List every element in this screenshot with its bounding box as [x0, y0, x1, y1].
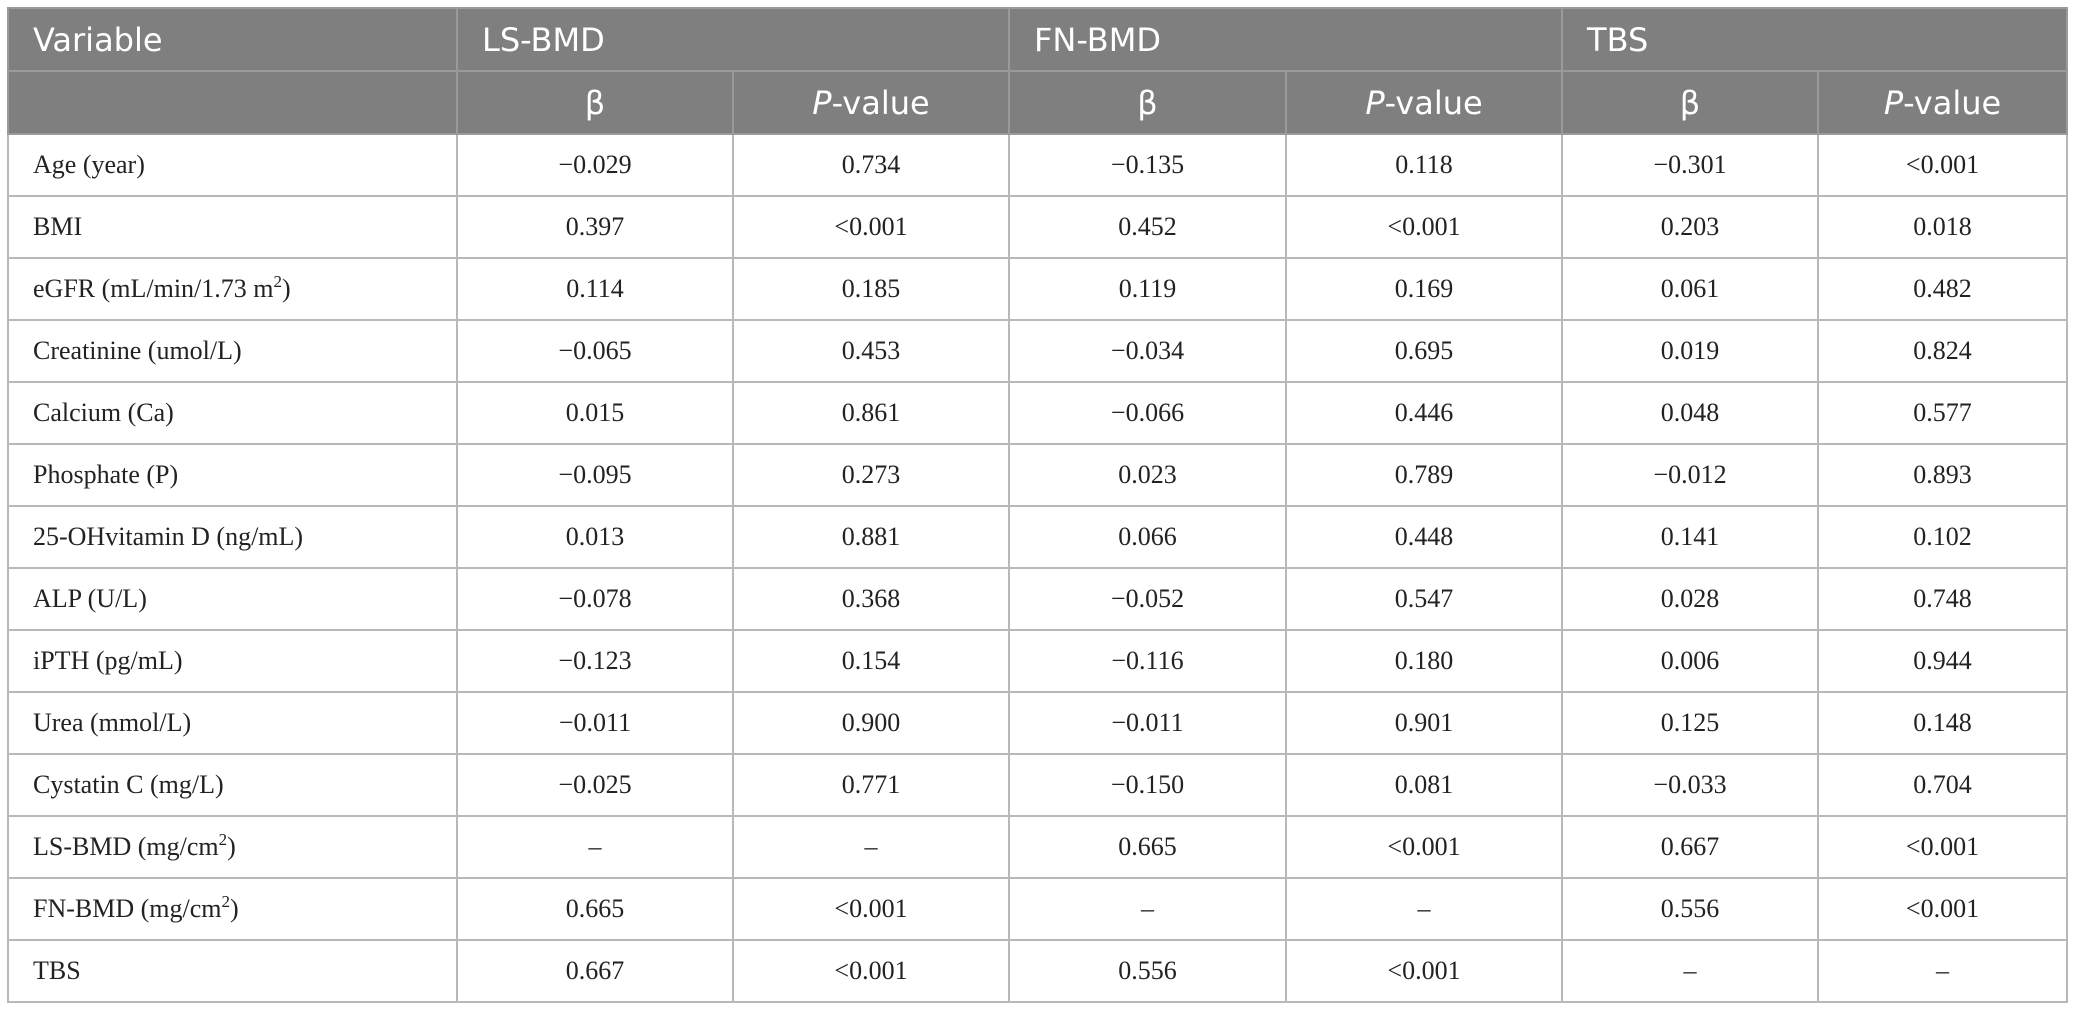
- tbs-p-cell: <0.001: [1818, 816, 2067, 878]
- table-row: [8, 506, 2067, 568]
- tbs-beta-cell: 0.006: [1562, 630, 1818, 692]
- header-p-italic: P: [1365, 83, 1385, 122]
- variable-cell: [8, 630, 457, 692]
- ls-bmd-p-cell: <0.001: [733, 878, 1009, 940]
- fn-bmd-beta-cell: −0.116: [1009, 630, 1286, 692]
- variable-label-tail: ): [282, 274, 291, 303]
- fn-bmd-beta-cell: 0.556: [1009, 940, 1286, 1002]
- fn-bmd-p-cell: 0.169: [1286, 258, 1562, 320]
- variable-cell: [8, 320, 457, 382]
- tbs-p-cell: 0.748: [1818, 568, 2067, 630]
- fn-bmd-p-cell: 0.901: [1286, 692, 1562, 754]
- fn-bmd-beta-cell: 0.452: [1009, 196, 1286, 258]
- fn-bmd-p-cell: 0.789: [1286, 444, 1562, 506]
- header-p-rest: -value: [1384, 83, 1483, 122]
- table-row: [8, 444, 2067, 506]
- ls-bmd-beta-cell: 0.013: [457, 506, 733, 568]
- tbs-beta-cell: 0.203: [1562, 196, 1818, 258]
- fn-bmd-p-cell: <0.001: [1286, 940, 1562, 1002]
- tbs-beta-cell: 0.125: [1562, 692, 1818, 754]
- ls-bmd-p-cell: 0.771: [733, 754, 1009, 816]
- ls-bmd-p-cell: 0.861: [733, 382, 1009, 444]
- tbs-p-cell: 0.482: [1818, 258, 2067, 320]
- variable-cell: [8, 382, 457, 444]
- correlation-table: [7, 7, 2068, 1003]
- variable-label: Calcium (Ca): [33, 398, 174, 427]
- fn-bmd-p-cell: 0.081: [1286, 754, 1562, 816]
- ls-bmd-p-cell: 0.154: [733, 630, 1009, 692]
- fn-bmd-beta-cell: −0.052: [1009, 568, 1286, 630]
- variable-label: Phosphate (P): [33, 460, 179, 489]
- table-row: [8, 320, 2067, 382]
- header-p-italic: P: [1883, 83, 1904, 122]
- table-row: [8, 382, 2067, 444]
- variable-label: 25-OHvitamin D (ng/mL): [33, 522, 304, 551]
- ls-bmd-p-cell: <0.001: [733, 940, 1009, 1002]
- fn-bmd-p-cell: 0.448: [1286, 506, 1562, 568]
- variable-label-tail: ): [227, 832, 236, 861]
- variable-label: Urea (mmol/L): [33, 708, 192, 737]
- fn-bmd-beta-cell: −0.034: [1009, 320, 1286, 382]
- variable-label: Age (year): [33, 150, 145, 179]
- table-row: [8, 568, 2067, 630]
- ls-bmd-beta-cell: 0.397: [457, 196, 733, 258]
- table-row: [8, 754, 2067, 816]
- ls-bmd-beta-cell: −0.065: [457, 320, 733, 382]
- variable-label: Creatinine (umol/L): [33, 336, 242, 365]
- ls-bmd-beta-cell: 0.667: [457, 940, 733, 1002]
- tbs-beta-cell: 0.019: [1562, 320, 1818, 382]
- header-row-subcolumns: [8, 71, 2067, 134]
- tbs-p-cell: 0.824: [1818, 320, 2067, 382]
- tbs-beta-cell: 0.061: [1562, 258, 1818, 320]
- fn-bmd-p-cell: 0.446: [1286, 382, 1562, 444]
- header-group-ls-bmd: LS-BMD: [457, 8, 1009, 71]
- fn-bmd-beta-cell: 0.023: [1009, 444, 1286, 506]
- fn-bmd-p-cell: 0.547: [1286, 568, 1562, 630]
- tbs-beta-cell: −0.012: [1562, 444, 1818, 506]
- variable-superscript: 2: [273, 272, 282, 291]
- ls-bmd-beta-cell: 0.665: [457, 878, 733, 940]
- fn-bmd-p-cell: <0.001: [1286, 816, 1562, 878]
- tbs-p-cell: 0.704: [1818, 754, 2067, 816]
- table-row: [8, 196, 2067, 258]
- ls-bmd-beta-cell: −0.025: [457, 754, 733, 816]
- tbs-beta-cell: 0.556: [1562, 878, 1818, 940]
- ls-bmd-beta-cell: −0.078: [457, 568, 733, 630]
- variable-label: FN-BMD (mg/cm: [33, 894, 222, 923]
- tbs-p-cell: <0.001: [1818, 134, 2067, 196]
- tbs-beta-cell: 0.141: [1562, 506, 1818, 568]
- ls-bmd-p-cell: 0.368: [733, 568, 1009, 630]
- variable-label: Cystatin C (mg/L): [33, 770, 224, 799]
- variable-cell: [8, 258, 457, 320]
- table-row: [8, 630, 2067, 692]
- ls-bmd-p-cell: 0.900: [733, 692, 1009, 754]
- table-row: [8, 816, 2067, 878]
- table-row: [8, 258, 2067, 320]
- header-beta: β: [1009, 71, 1286, 134]
- tbs-p-cell: 0.148: [1818, 692, 2067, 754]
- tbs-beta-cell: −0.301: [1562, 134, 1818, 196]
- fn-bmd-p-cell: –: [1286, 878, 1562, 940]
- ls-bmd-beta-cell: 0.114: [457, 258, 733, 320]
- variable-superscript: 2: [218, 830, 228, 849]
- ls-bmd-p-cell: –: [733, 816, 1009, 878]
- header-p-rest: -value: [831, 83, 930, 122]
- header-row-groups: [8, 8, 2067, 71]
- header-variable: Variable: [8, 8, 457, 71]
- ls-bmd-beta-cell: 0.015: [457, 382, 733, 444]
- fn-bmd-p-cell: 0.695: [1286, 320, 1562, 382]
- header-p-rest: -value: [1903, 83, 2002, 122]
- tbs-p-cell: –: [1818, 940, 2067, 1002]
- ls-bmd-p-cell: 0.273: [733, 444, 1009, 506]
- variable-label: LS-BMD (mg/cm: [33, 832, 219, 861]
- header-p-value: [1818, 71, 2067, 134]
- tbs-beta-cell: 0.028: [1562, 568, 1818, 630]
- ls-bmd-beta-cell: −0.123: [457, 630, 733, 692]
- ls-bmd-beta-cell: −0.095: [457, 444, 733, 506]
- ls-bmd-p-cell: <0.001: [733, 196, 1009, 258]
- tbs-beta-cell: 0.048: [1562, 382, 1818, 444]
- fn-bmd-beta-cell: 0.665: [1009, 816, 1286, 878]
- fn-bmd-beta-cell: −0.150: [1009, 754, 1286, 816]
- ls-bmd-p-cell: 0.881: [733, 506, 1009, 568]
- table-row: [8, 940, 2067, 1002]
- fn-bmd-p-cell: 0.118: [1286, 134, 1562, 196]
- variable-cell: [8, 444, 457, 506]
- header-group-fn-bmd: FN-BMD: [1009, 8, 1562, 71]
- ls-bmd-beta-cell: −0.011: [457, 692, 733, 754]
- ls-bmd-beta-cell: –: [457, 816, 733, 878]
- header-p-italic: P: [812, 83, 832, 122]
- fn-bmd-p-cell: <0.001: [1286, 196, 1562, 258]
- tbs-beta-cell: –: [1562, 940, 1818, 1002]
- fn-bmd-beta-cell: −0.135: [1009, 134, 1286, 196]
- header-p-value: [733, 71, 1009, 134]
- table-row: [8, 134, 2067, 196]
- header-beta: β: [457, 71, 733, 134]
- fn-bmd-beta-cell: 0.066: [1009, 506, 1286, 568]
- correlation-table-container: [7, 7, 2066, 1003]
- variable-cell: [8, 134, 457, 196]
- ls-bmd-beta-cell: −0.029: [457, 134, 733, 196]
- fn-bmd-beta-cell: −0.066: [1009, 382, 1286, 444]
- table-row: [8, 878, 2067, 940]
- variable-cell: [8, 754, 457, 816]
- tbs-beta-cell: 0.667: [1562, 816, 1818, 878]
- variable-cell: [8, 568, 457, 630]
- ls-bmd-p-cell: 0.734: [733, 134, 1009, 196]
- fn-bmd-beta-cell: 0.119: [1009, 258, 1286, 320]
- ls-bmd-p-cell: 0.185: [733, 258, 1009, 320]
- tbs-p-cell: 0.944: [1818, 630, 2067, 692]
- tbs-p-cell: 0.893: [1818, 444, 2067, 506]
- variable-label: ALP (U/L): [33, 584, 147, 613]
- fn-bmd-beta-cell: –: [1009, 878, 1286, 940]
- variable-cell: [8, 196, 457, 258]
- header-p-value: [1286, 71, 1562, 134]
- tbs-beta-cell: −0.033: [1562, 754, 1818, 816]
- tbs-p-cell: 0.577: [1818, 382, 2067, 444]
- header-group-tbs: TBS: [1562, 8, 2067, 71]
- variable-cell: [8, 692, 457, 754]
- variable-label: eGFR (mL/min/1.73 m: [33, 274, 274, 303]
- variable-cell: [8, 878, 457, 940]
- variable-cell: [8, 816, 457, 878]
- table-row: [8, 692, 2067, 754]
- variable-cell: [8, 506, 457, 568]
- variable-superscript: 2: [221, 892, 230, 911]
- table-body: [8, 134, 2067, 1002]
- ls-bmd-p-cell: 0.453: [733, 320, 1009, 382]
- tbs-p-cell: <0.001: [1818, 878, 2067, 940]
- tbs-p-cell: 0.102: [1818, 506, 2067, 568]
- variable-label: TBS: [33, 956, 81, 985]
- fn-bmd-beta-cell: −0.011: [1009, 692, 1286, 754]
- variable-label: iPTH (pg/mL): [33, 646, 183, 675]
- tbs-p-cell: 0.018: [1818, 196, 2067, 258]
- variable-label-tail: ): [230, 894, 239, 923]
- variable-label: BMI: [33, 212, 83, 241]
- header-blank-cell: [8, 71, 457, 134]
- header-beta: β: [1562, 71, 1818, 134]
- variable-cell: [8, 940, 457, 1002]
- fn-bmd-p-cell: 0.180: [1286, 630, 1562, 692]
